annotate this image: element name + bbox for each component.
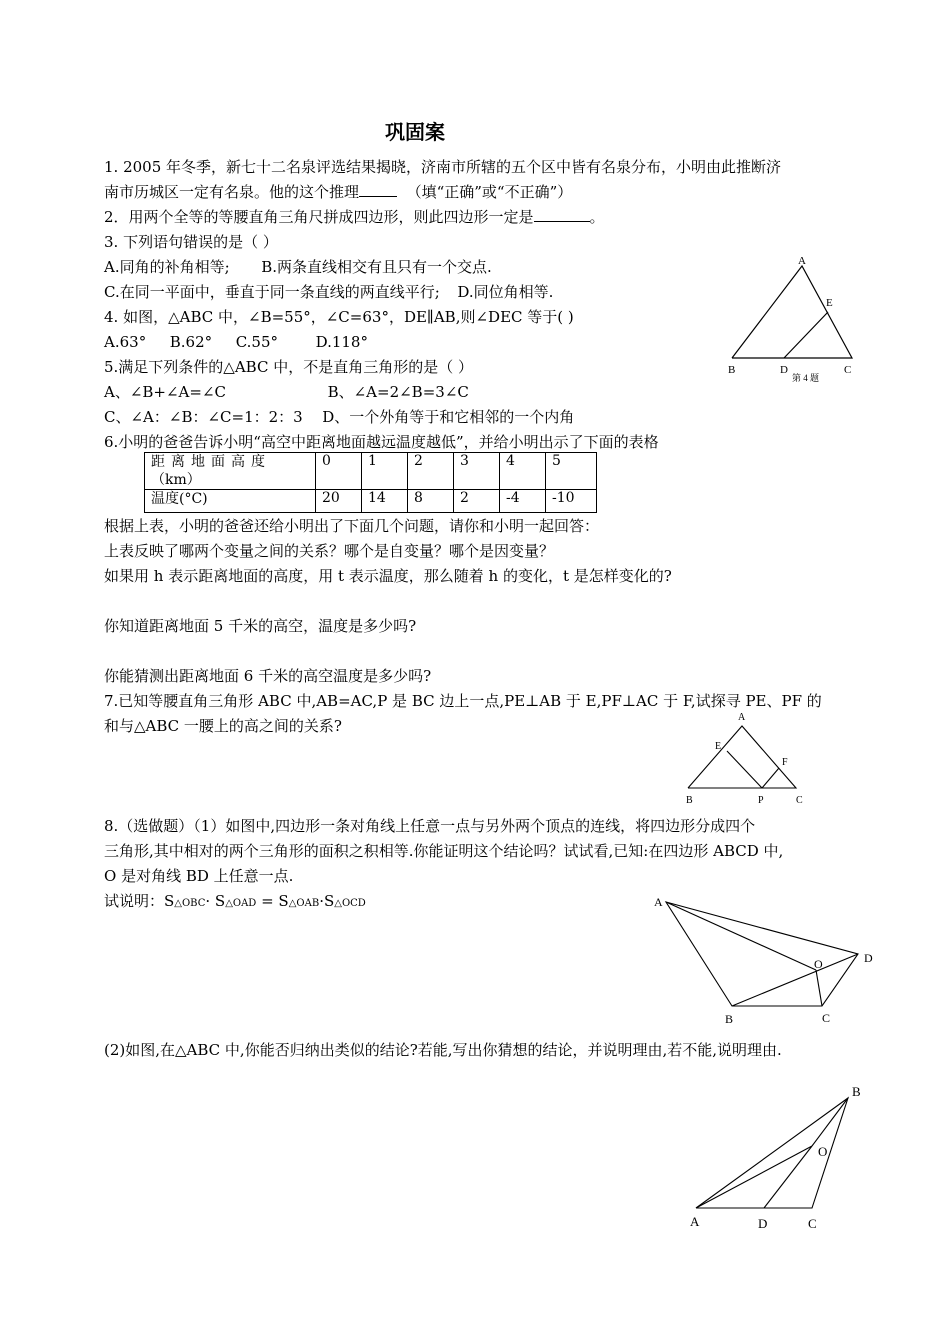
q4-option-b: B.62° [169,333,213,351]
q7-line2: 和与△ABC 一腰上的高之间的关系? [104,717,342,735]
q3-option-b: B.两条直线相交有且只有一个交点. [261,258,492,276]
q8-label-o: O [814,957,823,971]
q5-option-b: B、∠A=2∠B=3∠C [327,383,469,401]
formula-dot2: ·S [319,892,335,910]
q4-triangle-figure [722,252,862,384]
q8-quadrilateral-figure [648,890,880,1030]
formula-dot: · S [205,892,226,910]
q7-label-a: A [738,712,746,723]
q7-label-b: B [686,795,693,806]
formula-equals: = S [256,892,289,910]
table-header-temperature: 温度(°C) [145,490,316,513]
table-height-unit: （km） [151,472,201,488]
temperature-table [144,452,597,513]
q6-question-d: 你能猜测出距离地面 6 千米的高空温度是多少吗? [104,667,432,685]
q4-label-e: E [826,297,833,309]
q8b-label-d: D [758,1216,768,1231]
q4-label-c: C [844,364,852,376]
q8-explain: 试说明：S△OBC· S△OAD = S△OAB·S△OCD [104,892,366,910]
q1-line1: 1. 2005 年冬季，新七十二名泉评选结果揭晓，济南市所辖的五个区中皆有名泉分布，小明由此推断济 [104,158,782,176]
q3-row1 [104,257,492,277]
page-title: 巩固案 [385,120,445,144]
q3-stem: 3. 下列语句错误的是（ ） [104,233,278,251]
q2-answer-blank[interactable] [534,207,590,222]
table-cell: 8 [408,490,454,513]
q7-label-c: C [796,795,803,806]
q3-row2 [104,282,553,302]
table-cell: -10 [546,490,597,513]
table-header-height [145,453,316,490]
table-cell: 0 [316,453,362,490]
q6-intro: 根据上表，小明的爸爸还给小明出了下面几个问题，请你和小明一起回答： [104,517,600,535]
q7-label-e: E [715,741,722,752]
q4-stem: 4. 如图，△ABC 中，∠B=55°，∠C=63°，DE∥AB,则∠DEC 等于( ) [104,308,574,326]
q4-label-b: B [728,364,736,376]
formula-sub-oab: OAB [296,898,320,909]
q2-line [104,207,605,227]
q1-hint: （填“正确”或“不正确”） [406,183,573,201]
table-cell: 2 [408,453,454,490]
q2-end: 。 [589,208,605,226]
q4-option-a: A.63° [104,333,147,351]
table-row [145,490,597,513]
q8-label-a: A [654,895,663,909]
table-cell: 20 [316,490,362,513]
q7-line1: 7.已知等腰直角三角形 ABC 中,AB=AC,P 是 BC 边上一点,PE⊥AB 于 E,PF⊥AC 于 F,试探寻 PE、PF 的 [104,692,822,710]
formula-sub-obc: OBC [181,898,206,909]
q8-explain-text: 试说明：S [104,892,175,910]
formula-sub-ocd: OCD [341,898,366,909]
q4-option-d: D.118° [315,333,368,351]
q6-question-c: 你知道距离地面 5 千米的高空，温度是多少吗? [104,617,417,635]
table-cell: 1 [362,453,408,490]
q8-label-c: C [822,1011,831,1025]
formula-sub-oad: OAD [232,898,257,909]
q8-part2: (2)如图,在△ABC 中,你能否归纳出类似的结论?若能,写出你猜想的结论，并说明理由,若不能,说明理由. [104,1041,782,1059]
q6-question-b: 如果用 h 表示距离地面的高度，用 t 表示温度，那么随着 h 的变化，t 是怎样变化的? [104,567,672,585]
table-height-label: 距离地面高度 [151,454,271,470]
q7-label-p: P [758,795,764,806]
q7-label-f: F [782,757,788,768]
q4-label-a: A [798,255,806,267]
q1-answer-blank[interactable] [359,182,397,197]
q8-line3: O 是对角线 BD 上任意一点. [104,867,294,885]
q5-option-a: A、∠B+∠A=∠C [104,383,227,401]
q3-option-d: D.同位角相等. [457,283,554,301]
q3-option-a: A.同角的补角相等; [104,258,230,276]
table-row [145,453,597,490]
table-cell: 5 [546,453,597,490]
q5-option-d: D、一个外角等于和它相邻的一个内角 [322,408,575,426]
q5-stem: 5.满足下列条件的△ABC 中，不是直角三角形的是（ ） [104,358,473,376]
q1-line2 [104,182,572,202]
table-cell: 14 [362,490,408,513]
q6-question-a: 上表反映了哪两个变量之间的关系？哪个是自变量？哪个是因变量？ [104,542,555,560]
q6-stem: 6.小明的爸爸告诉小明“高空中距离地面越远温度越低”，并给小明出示了下面的表格 [104,433,659,451]
q7-triangle-figure [680,708,810,808]
q8-triangle-figure [684,1078,874,1238]
q4-options [104,332,368,352]
q8b-label-b: B [852,1084,861,1099]
q5-row2 [104,407,574,427]
q8-line1: 8.（选做题）（1）如图中,四边形一条对角线上任意一点与另外两个顶点的连线，将四边形分成四个 [104,817,756,835]
q8b-label-c: C [808,1216,817,1231]
table-cell: 2 [454,490,500,513]
table-cell: 3 [454,453,500,490]
q5-row1 [104,382,469,402]
q8-label-d: D [864,951,873,965]
q4-option-c: C.55° [235,333,279,351]
table-cell: 4 [500,453,546,490]
q3-option-c: C.在同一平面中，垂直于同一条直线的两直线平行; [104,283,440,301]
q8-label-b: B [725,1012,734,1026]
q4-caption: 第 4 题 [792,373,820,383]
table-cell: -4 [500,490,546,513]
q5-option-c: C、∠A：∠B：∠C=1：2：3 [104,408,303,426]
q1-line2-text: 南市历城区一定有名泉。他的这个推理 [104,183,360,201]
q4-label-d: D [780,364,788,376]
q8b-label-a: A [690,1214,700,1229]
q2-text: 2．用两个全等的等腰直角三角尺拼成四边形，则此四边形一定是 [104,208,534,226]
q8-line2: 三角形,其中相对的两个三角形的面积之积相等.你能证明这个结论吗？试试看,已知:在四边形 ABCD 中, [104,842,784,860]
q8b-label-o: O [818,1144,828,1159]
